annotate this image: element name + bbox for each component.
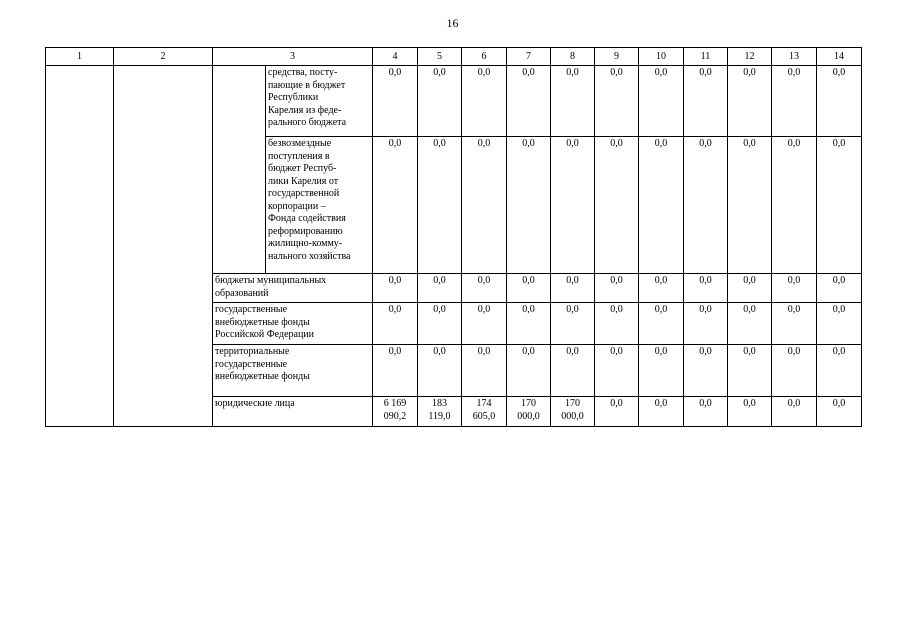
- row-label: территориальные государственные внебюджетные фонды: [213, 345, 373, 397]
- header-cell: 14: [817, 48, 862, 66]
- value-cell: 0,0: [507, 66, 551, 137]
- value-cell: 0,0: [772, 345, 817, 397]
- value-cell: 0,0: [373, 345, 418, 397]
- value-cell: 0,0: [817, 66, 862, 137]
- value-cell: 0,0: [595, 303, 639, 345]
- value-cell: 0,0: [373, 274, 418, 303]
- row-label: юридические лица: [213, 397, 373, 427]
- page-number: 16: [446, 16, 459, 30]
- value-cell: 0,0: [507, 345, 551, 397]
- value-cell: 0,0: [684, 303, 728, 345]
- value-cell: 0,0: [639, 137, 684, 274]
- value-cell: 0,0: [595, 345, 639, 397]
- value-cell: 0,0: [728, 274, 772, 303]
- header-cell: 12: [728, 48, 772, 66]
- value-cell: 0,0: [507, 303, 551, 345]
- header-cell: 10: [639, 48, 684, 66]
- row-label: государственные внебюджетные фонды Российской Федерации: [213, 303, 373, 345]
- value-cell: 0,0: [373, 137, 418, 274]
- value-cell: 0,0: [595, 397, 639, 427]
- col2-cell: [114, 66, 213, 427]
- value-cell: 0,0: [684, 274, 728, 303]
- value-cell: 170 000,0: [551, 397, 595, 427]
- value-cell: 0,0: [462, 66, 507, 137]
- value-cell: 0,0: [817, 137, 862, 274]
- header-cell: 13: [772, 48, 817, 66]
- value-cell: 0,0: [373, 66, 418, 137]
- value-cell: 0,0: [728, 137, 772, 274]
- header-cell: 11: [684, 48, 728, 66]
- value-cell: 0,0: [684, 66, 728, 137]
- value-cell: 6 169 090,2: [373, 397, 418, 427]
- header-cell: 4: [373, 48, 418, 66]
- value-cell: 0,0: [772, 274, 817, 303]
- header-cell: 8: [551, 48, 595, 66]
- value-cell: 0,0: [462, 274, 507, 303]
- row-label: средства, посту- пающие в бюджет Республики Карелия из феде- рального бюджета: [266, 66, 373, 137]
- header-cell: 5: [418, 48, 462, 66]
- value-cell: 0,0: [418, 66, 462, 137]
- value-cell: 183 119,0: [418, 397, 462, 427]
- value-cell: 0,0: [418, 137, 462, 274]
- value-cell: 0,0: [684, 397, 728, 427]
- value-cell: 0,0: [418, 345, 462, 397]
- value-cell: 0,0: [551, 345, 595, 397]
- value-cell: 0,0: [772, 303, 817, 345]
- value-cell: 0,0: [772, 137, 817, 274]
- row-label: безвозмездные поступления в бюджет Респуб- лики Карелия от государственной корпорации – Фонда содействия реформированию жилищно-комму- нального хозяйства: [266, 137, 373, 274]
- header-cell: 3: [213, 48, 373, 66]
- header-row: [46, 48, 862, 66]
- value-cell: 0,0: [684, 345, 728, 397]
- value-cell: 0,0: [507, 274, 551, 303]
- value-cell: 0,0: [595, 274, 639, 303]
- value-cell: 174 605,0: [462, 397, 507, 427]
- value-cell: 0,0: [817, 397, 862, 427]
- value-cell: 0,0: [728, 345, 772, 397]
- value-cell: 0,0: [728, 303, 772, 345]
- value-cell: 0,0: [817, 274, 862, 303]
- value-cell: 0,0: [373, 303, 418, 345]
- value-cell: 0,0: [418, 274, 462, 303]
- value-cell: 0,0: [639, 345, 684, 397]
- value-cell: 0,0: [462, 303, 507, 345]
- header-cell: 6: [462, 48, 507, 66]
- value-cell: 0,0: [639, 397, 684, 427]
- value-cell: 0,0: [639, 303, 684, 345]
- value-cell: 0,0: [772, 66, 817, 137]
- value-cell: 0,0: [772, 397, 817, 427]
- value-cell: 0,0: [639, 274, 684, 303]
- indent-cell: [213, 66, 266, 274]
- table-row: [46, 66, 862, 137]
- value-cell: 170 000,0: [507, 397, 551, 427]
- value-cell: 0,0: [507, 137, 551, 274]
- value-cell: 0,0: [595, 66, 639, 137]
- header-cell: 2: [114, 48, 213, 66]
- value-cell: 0,0: [418, 303, 462, 345]
- value-cell: 0,0: [639, 66, 684, 137]
- value-cell: 0,0: [551, 66, 595, 137]
- value-cell: 0,0: [595, 137, 639, 274]
- value-cell: 0,0: [462, 345, 507, 397]
- value-cell: 0,0: [551, 303, 595, 345]
- value-cell: 0,0: [817, 303, 862, 345]
- value-cell: 0,0: [551, 137, 595, 274]
- value-cell: 0,0: [728, 66, 772, 137]
- value-cell: 0,0: [551, 274, 595, 303]
- header-cell: 9: [595, 48, 639, 66]
- row-label: бюджеты муниципальных образований: [213, 274, 373, 303]
- value-cell: 0,0: [462, 137, 507, 274]
- value-cell: 0,0: [728, 397, 772, 427]
- value-cell: 0,0: [817, 345, 862, 397]
- header-cell: 7: [507, 48, 551, 66]
- value-cell: 0,0: [684, 137, 728, 274]
- col1-cell: [46, 66, 114, 427]
- budget-table: [45, 47, 862, 427]
- header-cell: 1: [46, 48, 114, 66]
